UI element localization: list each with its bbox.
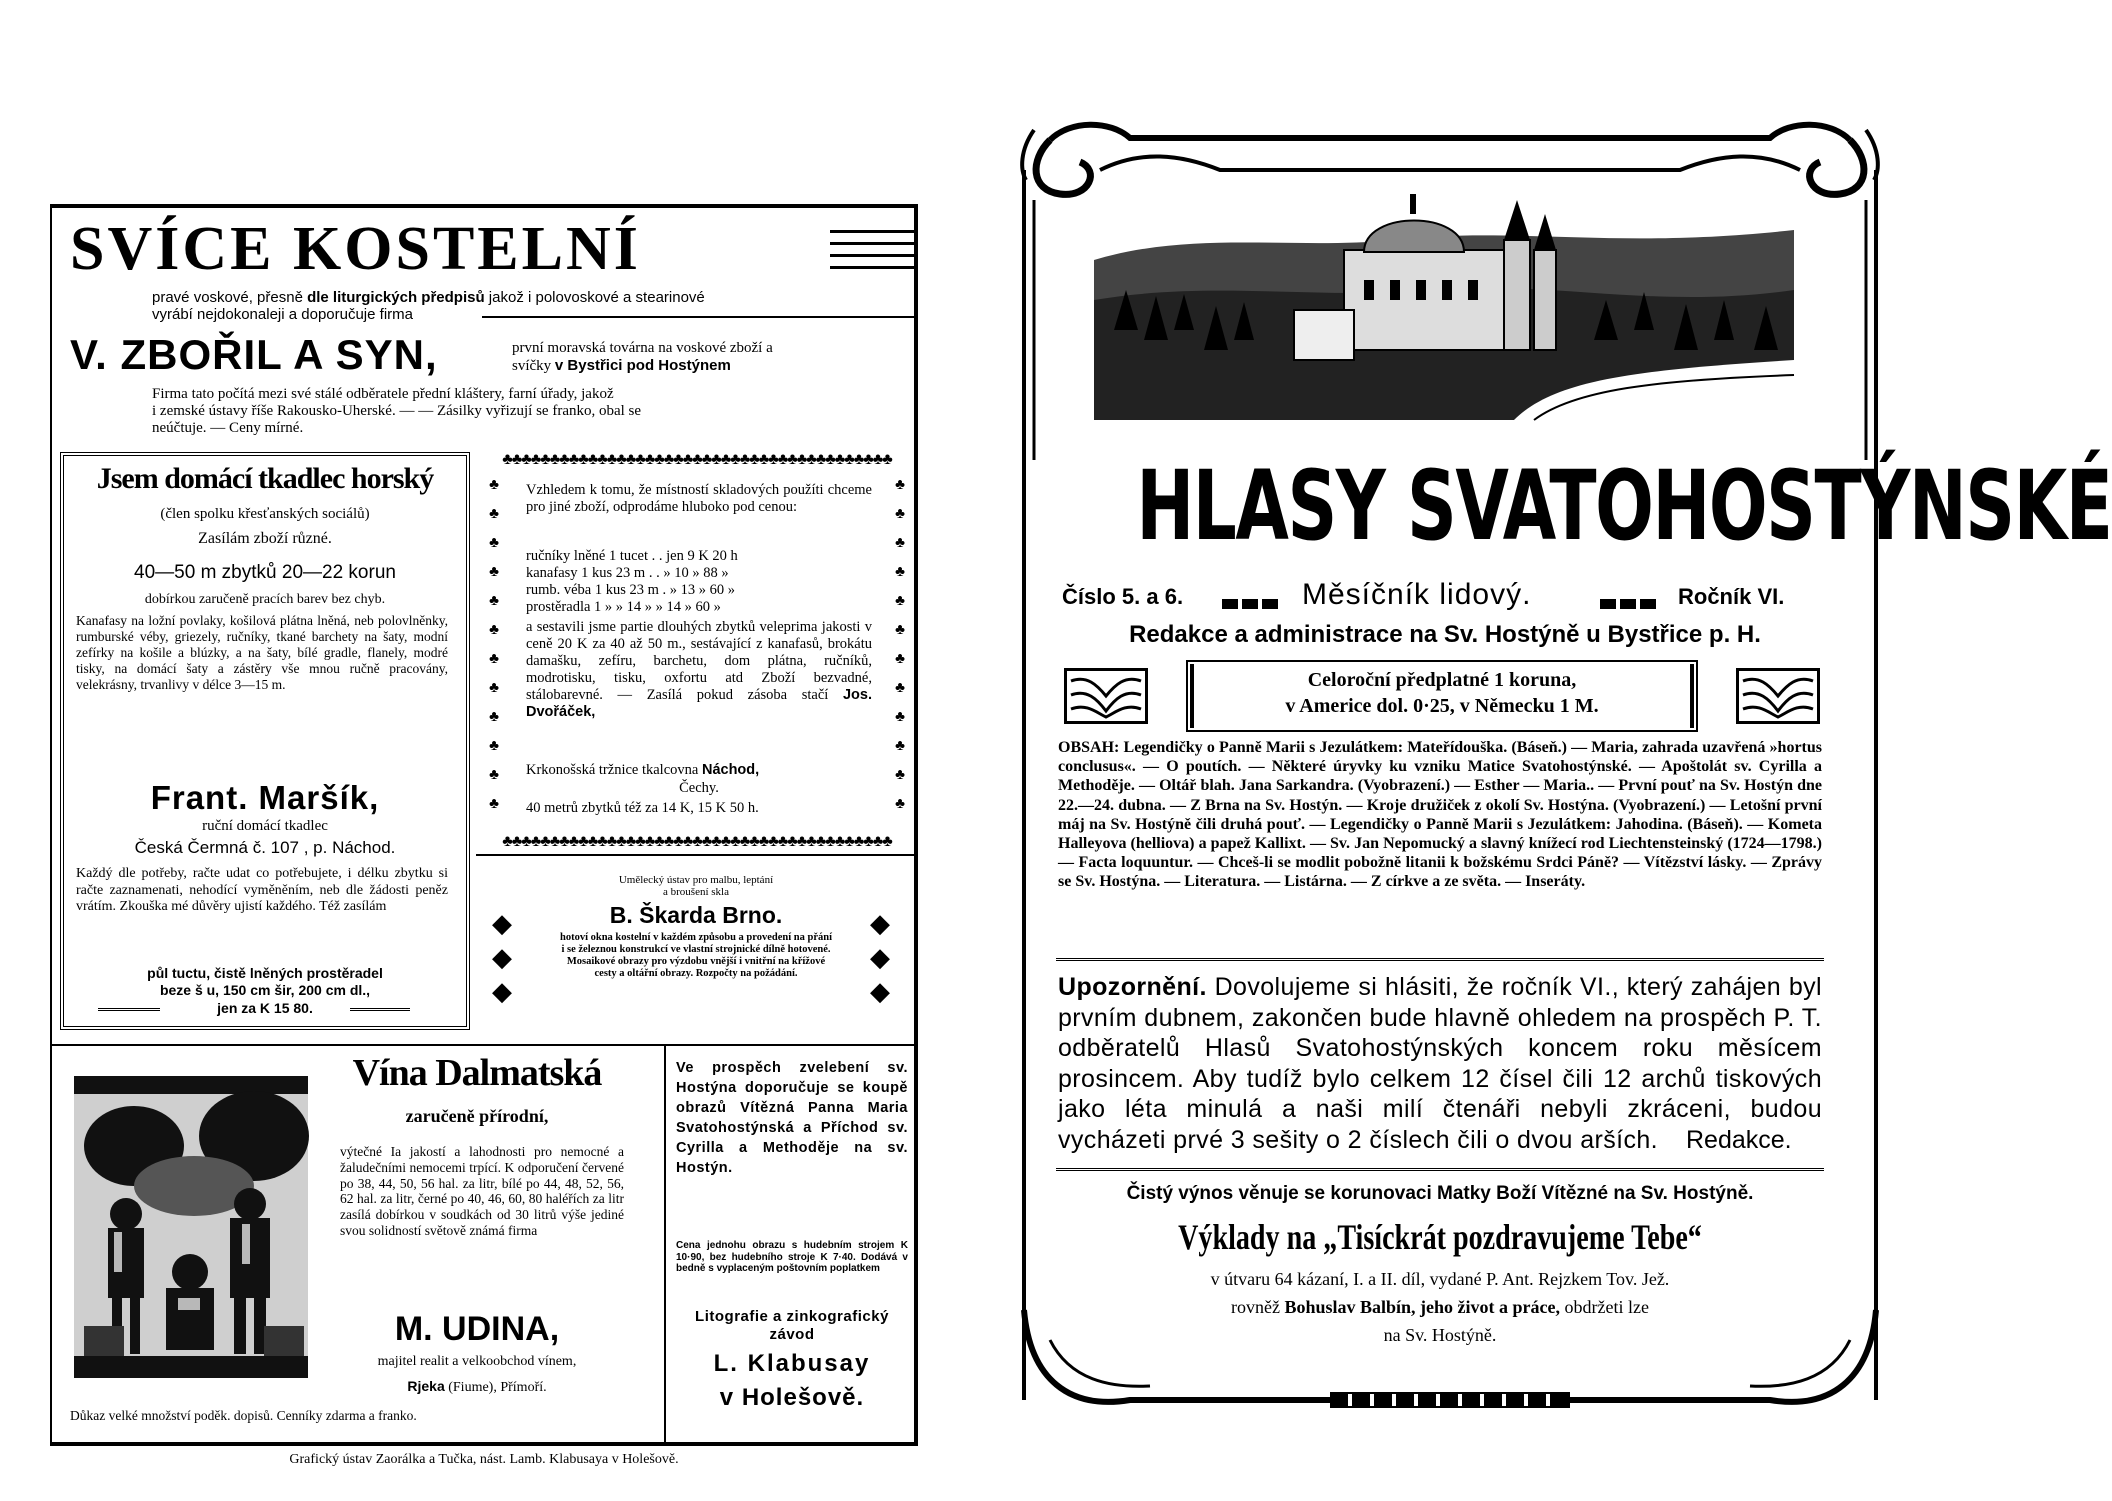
issue-separator xyxy=(1222,596,1280,606)
header-intro-rule xyxy=(482,316,914,318)
picture-small: Cena jednohu obrazu s hudebním strojem K 10·90, bez hudebního stroje K 7·40. Dodává v bedně s vyplaceným poštovním poplatkem xyxy=(676,1240,908,1274)
wine-firm: M. UDINA, xyxy=(394,1310,560,1348)
contents-rule xyxy=(1056,958,1824,961)
glass-name: B. Škarda Brno. xyxy=(609,902,783,928)
stock-cechy: Čechy. xyxy=(679,780,719,796)
glass-ad-top-rule xyxy=(476,854,914,856)
printer-line: Grafický ústav Zaorálka a Tučka, nást. Lamb. Klabusaya v Holešově. xyxy=(289,1452,679,1467)
stock-item: rumb. véba 1 kus 23 m . » 13 » 60 » xyxy=(526,582,736,598)
ornament-border-right: ♣ ♣ ♣ ♣ ♣ ♣ ♣ ♣ ♣ ♣ ♣ ♣ xyxy=(895,476,905,812)
stock-items xyxy=(526,548,872,616)
weaver-offer3-rule-left xyxy=(98,1008,160,1011)
header-intro-line2: vyrábí nejdokonaleji a doporučuje firma xyxy=(152,306,413,323)
litho-city: v Holešově. xyxy=(719,1384,865,1411)
header-firm-desc1: první moravská továrna na voskové zboží a xyxy=(512,340,773,356)
weaver-line-1: Zasílám zboží různé. xyxy=(198,530,332,547)
notice-sign: Redakce. xyxy=(1686,1126,1792,1154)
wine-city: Rjeka (Fiume), Přímoří. xyxy=(407,1378,547,1395)
book-line1: v útvaru 64 kázaní, I. a II. díl, vydané P. Ant. Rejzkem Tov. Jež. xyxy=(1210,1269,1670,1289)
weaver-title: Jsem domácí tkadlec horský xyxy=(96,462,434,495)
notice-rule xyxy=(1056,1168,1824,1171)
subscription-line2: v Americe dol. 0·25, v Německu 1 M. xyxy=(1285,695,1599,717)
wine-title: Vína Dalmatská xyxy=(352,1052,602,1094)
ornament-tile-left-graphic xyxy=(1067,671,1145,721)
weaver-offer2: beze š u, 150 cm šir, 200 cm dl., xyxy=(159,982,371,998)
ornament-tile-right-graphic xyxy=(1739,671,1817,721)
weaver-line-3: dobírkou zaručeně pracích barev bez chyb. xyxy=(144,592,386,607)
contents: OBSAH: Legendičky o Panně Marii s Jezulátkem: Mateřídouška. (Báseň.) — Maria, zahrada uzavřená »hortus conclusus«. — O poutích. — Některé úryvky ku vzniku Matice Svatohostýnské. — Apoštolát sv. Cyrilla a Methoděje. — Oltář blah. Jana Sarkandra. (Vyobrazení.) — Esther — Maria.. — První pouť na Sv. Hostýn dne 22.—24. dubna. — Z Brna na Sv. Hostýn. — Kroje družiček z okolí Sv. Hostýna. (Vyobrazení.) — Letošní první máj na Sv. Hostýně čili druhá pouť. — Legendičky o Panně Marii s Jezulátkem: Jahodina. (Báseň). — Kometa Halleyova (helliova) a papež Kallixt. — Sv. Jan Nepomucký a slavný knížecí rod Liechtensteinský (1724—1798.) — Facta loquuntur. — Chceš-li se modlit pobožně litanii k božskému Srdci Páně? — Vítězství lásky. — Zprávy se Sv. Hostýna. — Literatura. — Listárna. — Z církve a ze světa. — Inseráty. xyxy=(1058,739,1823,891)
masthead-title: HLASY SVATOHOSTÝNSKÉ xyxy=(1136,450,2112,562)
stock-firm: Krkonošská tržnice tkalcovna Náchod, xyxy=(526,762,760,778)
book-line3: na Sv. Hostýně. xyxy=(1383,1325,1497,1345)
book-title: Výklady na „Tisíckrát pozdravujeme Tebe“ xyxy=(1178,1217,1702,1257)
litho-text: Litografie a zinkografický závod xyxy=(695,1308,889,1343)
stock-last-line: 40 metrů zbytků též za 14 K, 15 K 50 h. xyxy=(526,800,759,816)
diamond-icon: ◆ ◆ ◆ xyxy=(492,908,512,1006)
glass-text: hotoví okna kostelní v každém způsobu a provedení na přání i se železnou konstrukcí ve vlastní strojnické dílně hotovené. Mosaikové obrazy pro výzdobu vnější i vnitřní na křížové cesty a oltářní obrazy. Rozpočty na požádání. xyxy=(560,932,832,979)
header-intro-line1: pravé voskové, přesně dle liturgických předpisů jakož i polovoskové a stearinové xyxy=(152,289,705,306)
wine-firm-desc: majitel realit a velkoobchod vínem, xyxy=(377,1354,577,1369)
editorial-line: Redakce a administrace na Sv. Hostýně u Bystřice p. H. xyxy=(1129,621,1761,648)
wine-subtitle: zaručeně přírodní, xyxy=(405,1106,549,1126)
picture-text: Ve prospěch zvelebení sv. Hostýna doporučuje se koupě obrazů Vítězná Panna Maria Svatohostýnská a Příchod sv. Cyrilla a Methoděje na sv. Hostýn. xyxy=(676,1060,908,1176)
proceeds-line: Čistý výnos věnuje se korunovaci Matky Boží Vítězné na Sv. Hostýně. xyxy=(1126,1183,1754,1204)
issue-mid: Měsíčník lidový. xyxy=(1302,578,1532,611)
stock-item: kanafasy 1 kus 23 m . . » 10 » 88 » xyxy=(526,565,729,581)
litho-name: L. Klabusay xyxy=(713,1350,871,1377)
ornament-border-bottom: ♣♣♣♣♣♣♣♣♣♣♣♣♣♣♣♣♣♣♣♣♣♣♣♣♣♣♣♣♣♣♣♣♣♣♣♣♣♣♣♣♣ xyxy=(502,833,892,850)
book-line2: rovněž Bohuslav Balbín, jeho život a práce, obdržeti lze xyxy=(1231,1297,1649,1317)
ornament-border-left: ♣ ♣ ♣ ♣ ♣ ♣ ♣ ♣ ♣ ♣ ♣ ♣ xyxy=(489,476,499,812)
column-divider xyxy=(664,1046,666,1442)
ornament-border-top: ♣♣♣♣♣♣♣♣♣♣♣♣♣♣♣♣♣♣♣♣♣♣♣♣♣♣♣♣♣♣♣♣♣♣♣♣♣♣♣♣♣ xyxy=(502,451,892,468)
weaver-paragraph: Kanafasy na ložní povlaky, košilová plátna lněná, neb polovlněnky, rumburské véby, griezely, ručníky, tkané barchety na šaty, modní zefírky na košile a blúzky, a na šaty, bílé gradle, flanely, modré tisky, na domácí šaty a zástěry vše mnou ručně pracovány, velekrásny, trvanlivy v délce 3—15 m. xyxy=(76,613,448,692)
notice: Upozornění. Dovolujeme si hlásiti, že ročník VI., který zahájen byl prvním dubnem, zakončen bude hlavně ohledem na prospěch P. T. odběratelů Hlasů Svatohostýnských koncem roku měsícem prosincem. Aby tudíž bylo celkem 12 čísel čili 12 archů tiskových jako léta minulá a naši milí čtenáři nebyli zkráceni, budou vycházeti prvé 3 sešity o 2 číslech čili o dvou arších. xyxy=(1058,973,1822,1154)
header-title: SVÍCE KOSTELNÍ xyxy=(70,215,641,283)
church-engraving-graphic xyxy=(1094,190,1794,420)
book-title-wrap xyxy=(1040,1214,1840,1260)
church-engraving xyxy=(1094,190,1794,420)
weaver-address: Česká Čermná č. 107 , p. Náchod. xyxy=(134,838,396,857)
section-divider xyxy=(50,1044,916,1046)
weaver-offer3-rule-right xyxy=(350,1008,410,1011)
weaver-offer3: jen za K 15 80. xyxy=(217,1000,313,1016)
stock-item: prostěradla 1 » » 14 » » 14 » 60 » xyxy=(526,599,721,615)
stock-intro: Vzhledem k tomu, že místností skladových použíti chceme pro jiné zboží, odprodáme hluboko pod cenou: xyxy=(526,482,872,515)
ornament-tile-right xyxy=(1736,668,1820,724)
header-firm-desc2: svíčky v Bystřici pod Hostýnem xyxy=(512,357,731,374)
header-firm-name: V. ZBOŘIL A SYN, xyxy=(70,331,438,378)
weaver-line-2: 40—50 m zbytků 20—22 korun xyxy=(134,562,396,583)
weaver-paragraph2: Každý dle potřeby, račte udat co potřebujete, i délku zbytku si račte zaznamenati, nehodící vyměněním, neb dle žádosti peněz vrátím. Zkouška mé důvěry ujistí každého. Též zasílám xyxy=(76,866,448,914)
glass-line1: Umělecký ústav pro malbu, leptání xyxy=(618,874,774,886)
weaver-role: ruční domácí tkadlec xyxy=(202,818,328,834)
masthead xyxy=(1016,448,2112,564)
weaver-line-0: (člen spolku křesťanských sociálů) xyxy=(160,506,370,522)
stock-item: ručníky lněné 1 tucet . . jen 9 K 20 h xyxy=(526,548,738,564)
subscription-line1: Celoroční předplatné 1 koruna, xyxy=(1307,669,1577,691)
photo-children xyxy=(74,1076,308,1378)
wine-footer: Důkaz velké množství poděk. dopisů. Cenníky zdarma a franko. xyxy=(70,1408,417,1423)
diamond-icon: ◆ ◆ ◆ xyxy=(870,908,890,1006)
issue-separator xyxy=(1600,596,1658,606)
ornament-tile-left xyxy=(1064,668,1148,724)
header-title-rules xyxy=(830,228,914,282)
issue-left: Číslo 5. a 6. xyxy=(1062,584,1184,609)
issue-right: Ročník VI. xyxy=(1678,584,1785,609)
stock-paragraph: a sestavili jsme partie dlouhých zbytků veleprima jakosti v ceně 20 K za 40 až 50 m., sestávající z kanafasů, brokátu damašku, zefíru, barchetu, dom plátna, ručníků, modrotisku, tisku, oxfortu atd Zboží bezvadné, stálobarevné. — Zasílá pokud zásoba stačí Jos. Dvořáček, xyxy=(526,619,872,720)
left-page-bottom-rule xyxy=(50,1442,918,1446)
header-body: Firma tato počítá mezi své stálé odběratele přední kláštery, farní úřady, jakož i zemské ústavy říše Rakousko-Uherské. — — Zásilky vyřizují se franko, obal se neúčtuje. — Ceny mírné. xyxy=(152,386,642,436)
glass-line2: a broušení skla xyxy=(663,886,729,898)
photo-children-graphic xyxy=(74,1076,308,1378)
wine-text: výtečné Ia jakostí a lahodnosti pro nemocné a žaludečními nemocemi trpící. K odporučení červené po 38, 44, 50, 56 hal. za litr, bílé po 44, 48, 52, 56, 62 hal. za litr, černé po 40, 46, 60, 80 haléřích za litr zasílá dobírkou v soudkách od 30 litrů výše jediné svou solidností světově známá firma xyxy=(340,1144,624,1238)
weaver-name: Frant. Maršík, xyxy=(150,779,380,816)
weaver-offer1: půl tuctu, čistě lněných prostěradel xyxy=(147,965,383,981)
